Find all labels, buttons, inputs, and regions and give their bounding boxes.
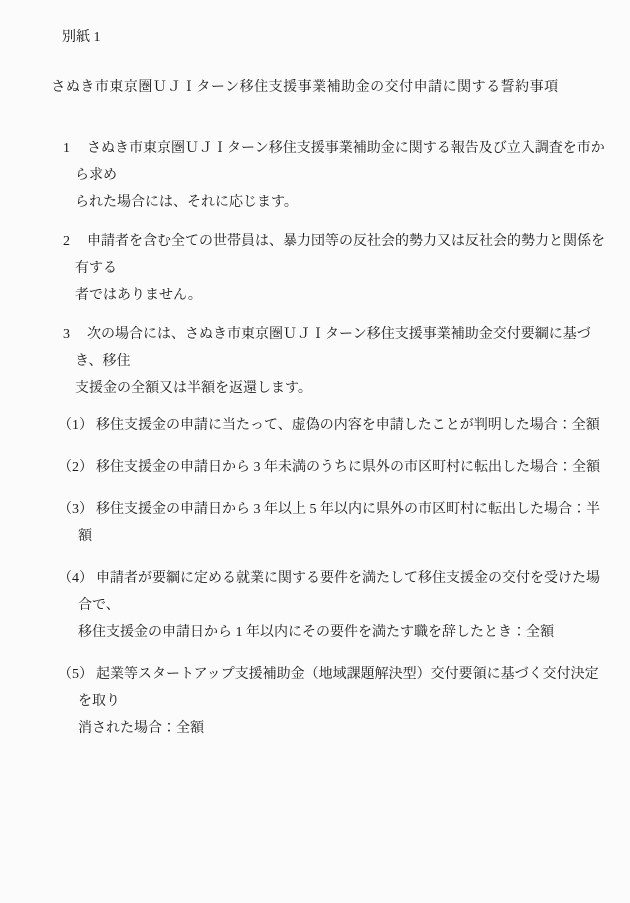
subitem-number: （3）	[58, 502, 93, 517]
subitem-number: （2）	[58, 460, 93, 475]
item-text-line: 者ではありません。	[75, 288, 202, 303]
item-text-line: 申請者を含む全ての世帯員は、暴力団等の反社会的勢力又は反社会的勢力と関係を有する	[75, 234, 605, 276]
item-text-line: さぬき市東京圏ＵＪＩターン移住支援事業補助金に関する報告及び立入調査を市から求め	[75, 141, 605, 183]
item-number: 1	[63, 141, 70, 156]
refund-case-2	[0, 454, 610, 481]
document-title: さぬき市東京圏ＵＪＩターン移住支援事業補助金の交付申請に関する誓約事項	[51, 80, 559, 95]
subitem-number: （4）	[58, 571, 93, 586]
subitem-text-line: 移住支援金の申請日から 3 年以上 5 年以内に県外の市区町村に転出した場合：半額	[78, 502, 600, 544]
item-text-line: 次の場合には、さぬき市東京圏ＵＪＩターン移住支援事業補助金交付要綱に基づき、移住	[75, 327, 591, 369]
pledge-item-2	[0, 228, 610, 309]
item-number: 2	[63, 234, 70, 249]
pledge-items	[0, 135, 610, 402]
refund-case-1	[0, 412, 610, 439]
refund-case-list	[0, 412, 610, 742]
subitem-text-line: 申請者が要綱に定める就業に関する要件を満たして移住支援金の交付を受けた場合で、	[78, 571, 600, 613]
pledge-item-3	[0, 321, 610, 402]
item-text-line: られた場合には、それに応じます。	[75, 195, 298, 210]
subitem-text-line: 起業等スタートアップ支援補助金（地域課題解決型）交付要領に基づく交付決定を取り	[78, 667, 599, 709]
subitem-number: （5）	[58, 667, 93, 682]
subitem-text-line: 移住支援金の申請日から 3 年未満のうちに県外の市区町村に転出した場合：全額	[96, 460, 600, 475]
refund-case-3	[0, 496, 610, 550]
subitem-number: （1）	[58, 418, 93, 433]
item-text-line: 支援金の全額又は半額を返還します。	[75, 381, 312, 396]
pledge-item-1	[0, 135, 610, 216]
subitem-text-line: 移住支援金の申請日から 1 年以内にその要件を満たす職を辞したとき：全額	[78, 625, 554, 640]
attachment-label: 別紙 1	[62, 30, 101, 45]
subitem-text-line: 消された場合：全額	[78, 721, 204, 736]
item-number: 3	[63, 327, 70, 342]
refund-case-4	[0, 565, 610, 646]
refund-case-5	[0, 661, 610, 742]
subitem-text-line: 移住支援金の申請に当たって、虚偽の内容を申請したことが判明した場合：全額	[96, 418, 600, 433]
